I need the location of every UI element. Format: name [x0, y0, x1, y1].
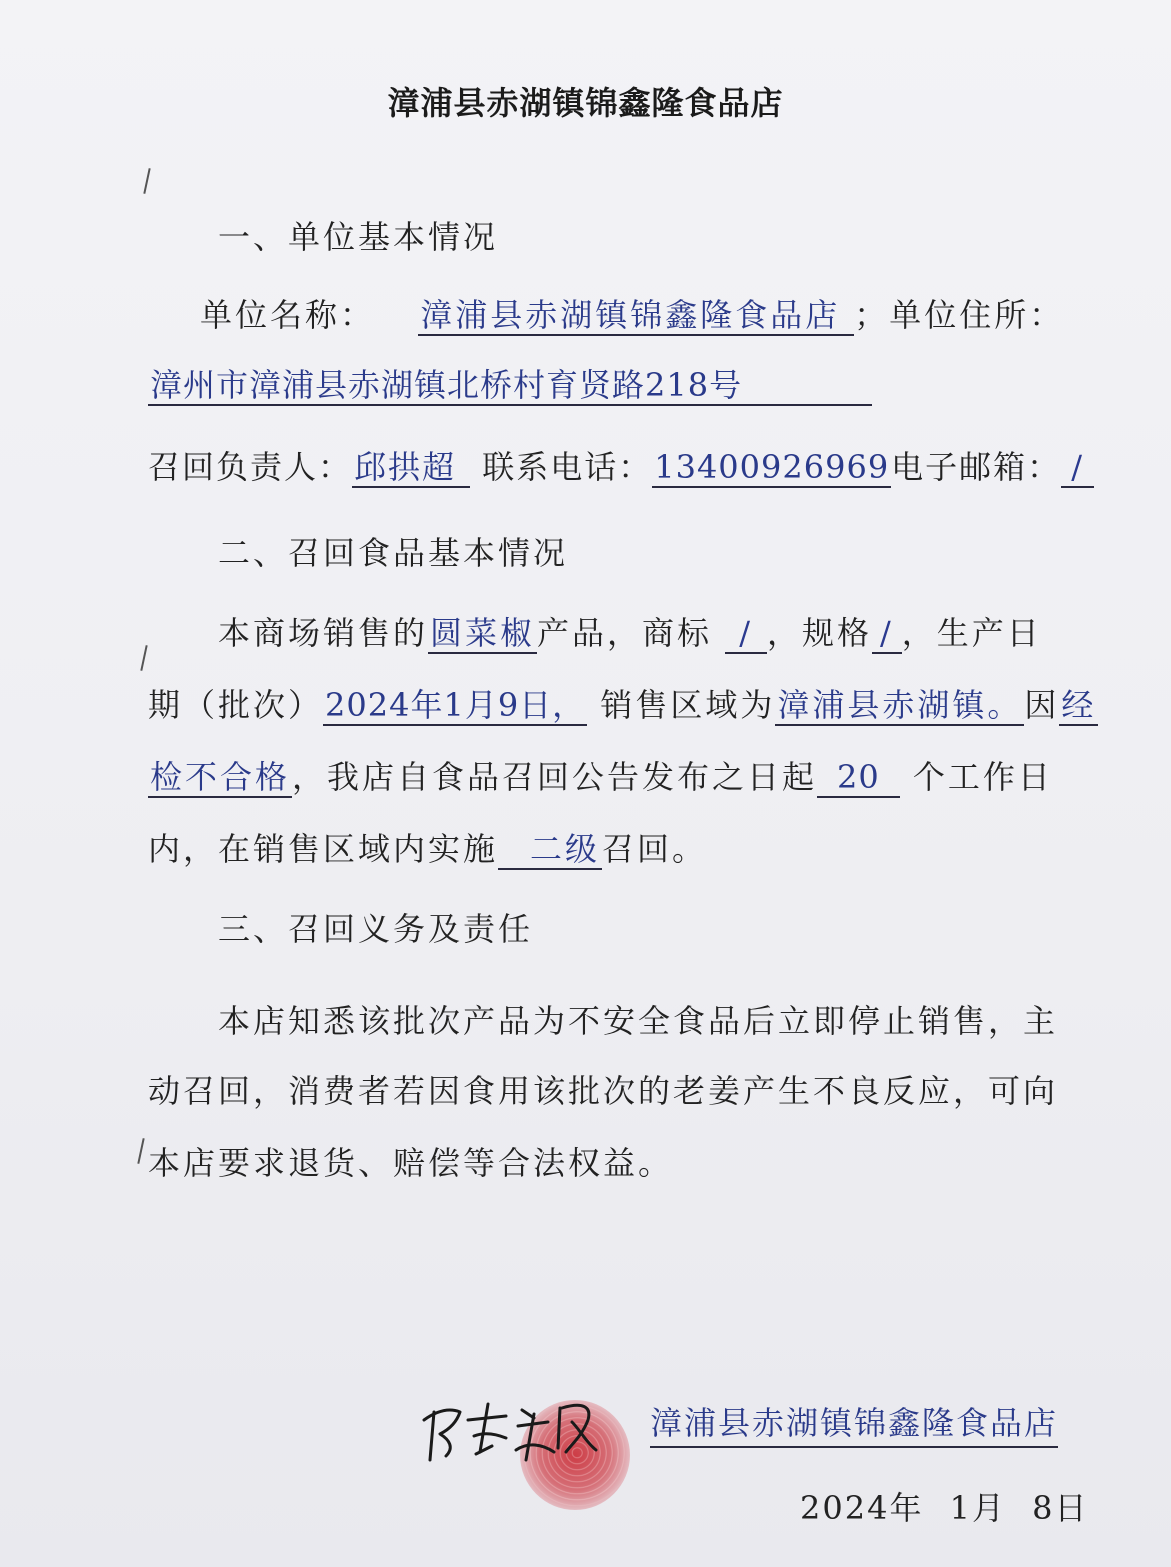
contact-line — [148, 442, 1094, 488]
recall-paragraph-line2 — [148, 680, 1098, 726]
email-value: / — [1061, 448, 1094, 488]
duty-line2: 动召回，消费者若因食用该批次的老姜产生不良反应，可向 — [148, 1072, 1059, 1110]
handwritten-signature — [410, 1390, 640, 1520]
contact-label: 召回负责人： — [148, 448, 353, 486]
unit-address-line — [148, 360, 872, 406]
recall-text: 期（批次） — [148, 686, 324, 724]
recall-paragraph-line1 — [218, 608, 1042, 654]
recall-level: 二级 — [498, 830, 602, 870]
recall-text: 内，在销售区域内实施 — [148, 830, 499, 868]
document-title: 漳浦县赤湖镇锦鑫隆食品店 — [387, 84, 784, 122]
unit-address-label: ；单位住所： — [854, 296, 1065, 334]
date-month: 1月 — [949, 1489, 1006, 1527]
reason-start: 经 — [1061, 686, 1097, 724]
duty-line1: 本店知悉该批次产品为不安全食品后立即停止销售，主 — [218, 1002, 1059, 1040]
unit-name-label: 单位名称： — [200, 296, 376, 334]
recall-paragraph-line3 — [148, 752, 1053, 798]
recall-paragraph-line4 — [148, 824, 707, 870]
signature-date — [800, 1483, 1089, 1529]
brand-value: / — [725, 614, 767, 654]
recall-text: ，生产日 — [901, 614, 1042, 652]
unit-name-value: 漳浦县赤湖镇锦鑫隆食品店 — [418, 296, 854, 336]
recall-text: 召回。 — [602, 830, 708, 868]
margin-mark — [143, 168, 150, 194]
email-label: 电子邮箱： — [891, 448, 1062, 486]
recall-text: 本商场销售的 — [218, 614, 429, 652]
recall-text: 销售区域为 — [600, 686, 776, 724]
recall-days: 20 — [817, 758, 900, 798]
phone-label: 联系电话： — [482, 448, 653, 486]
phone-value: 13400926969 — [654, 448, 890, 486]
margin-mark — [137, 1138, 144, 1164]
recall-text: 因 — [1024, 686, 1060, 724]
recall-text: 产品，商标 — [537, 614, 713, 652]
batch-date: 2024年1月9日， — [325, 686, 586, 724]
recall-text: ，规格 — [767, 614, 873, 652]
recall-text: ，我店自食品召回公告发布之日起 — [292, 758, 818, 796]
section2-heading: 二、召回食品基本情况 — [218, 534, 569, 572]
reason-end: 检不合格 — [150, 758, 291, 796]
section1-heading: 一、单位基本情况 — [218, 218, 499, 256]
signature-company: 漳浦县赤湖镇锦鑫隆食品店 — [650, 1398, 1058, 1448]
date-year: 2024年 — [800, 1489, 924, 1527]
unit-address-value: 漳州市漳浦县赤湖镇北桥村育贤路218号 — [148, 366, 872, 406]
margin-mark — [140, 645, 147, 671]
sales-region: 漳浦县赤湖镇。 — [777, 686, 1023, 724]
recall-text: 个工作日 — [912, 758, 1053, 796]
section3-heading: 三、召回义务及责任 — [218, 910, 534, 948]
unit-name-line — [200, 290, 1064, 336]
spec-value: / — [872, 614, 902, 654]
duty-line3: 本店要求退货、赔偿等合法权益。 — [148, 1144, 674, 1182]
product-name: 圆菜椒 — [430, 614, 536, 652]
date-day: 8日 — [1032, 1489, 1089, 1527]
contact-value: 邱拱超 — [352, 448, 470, 488]
